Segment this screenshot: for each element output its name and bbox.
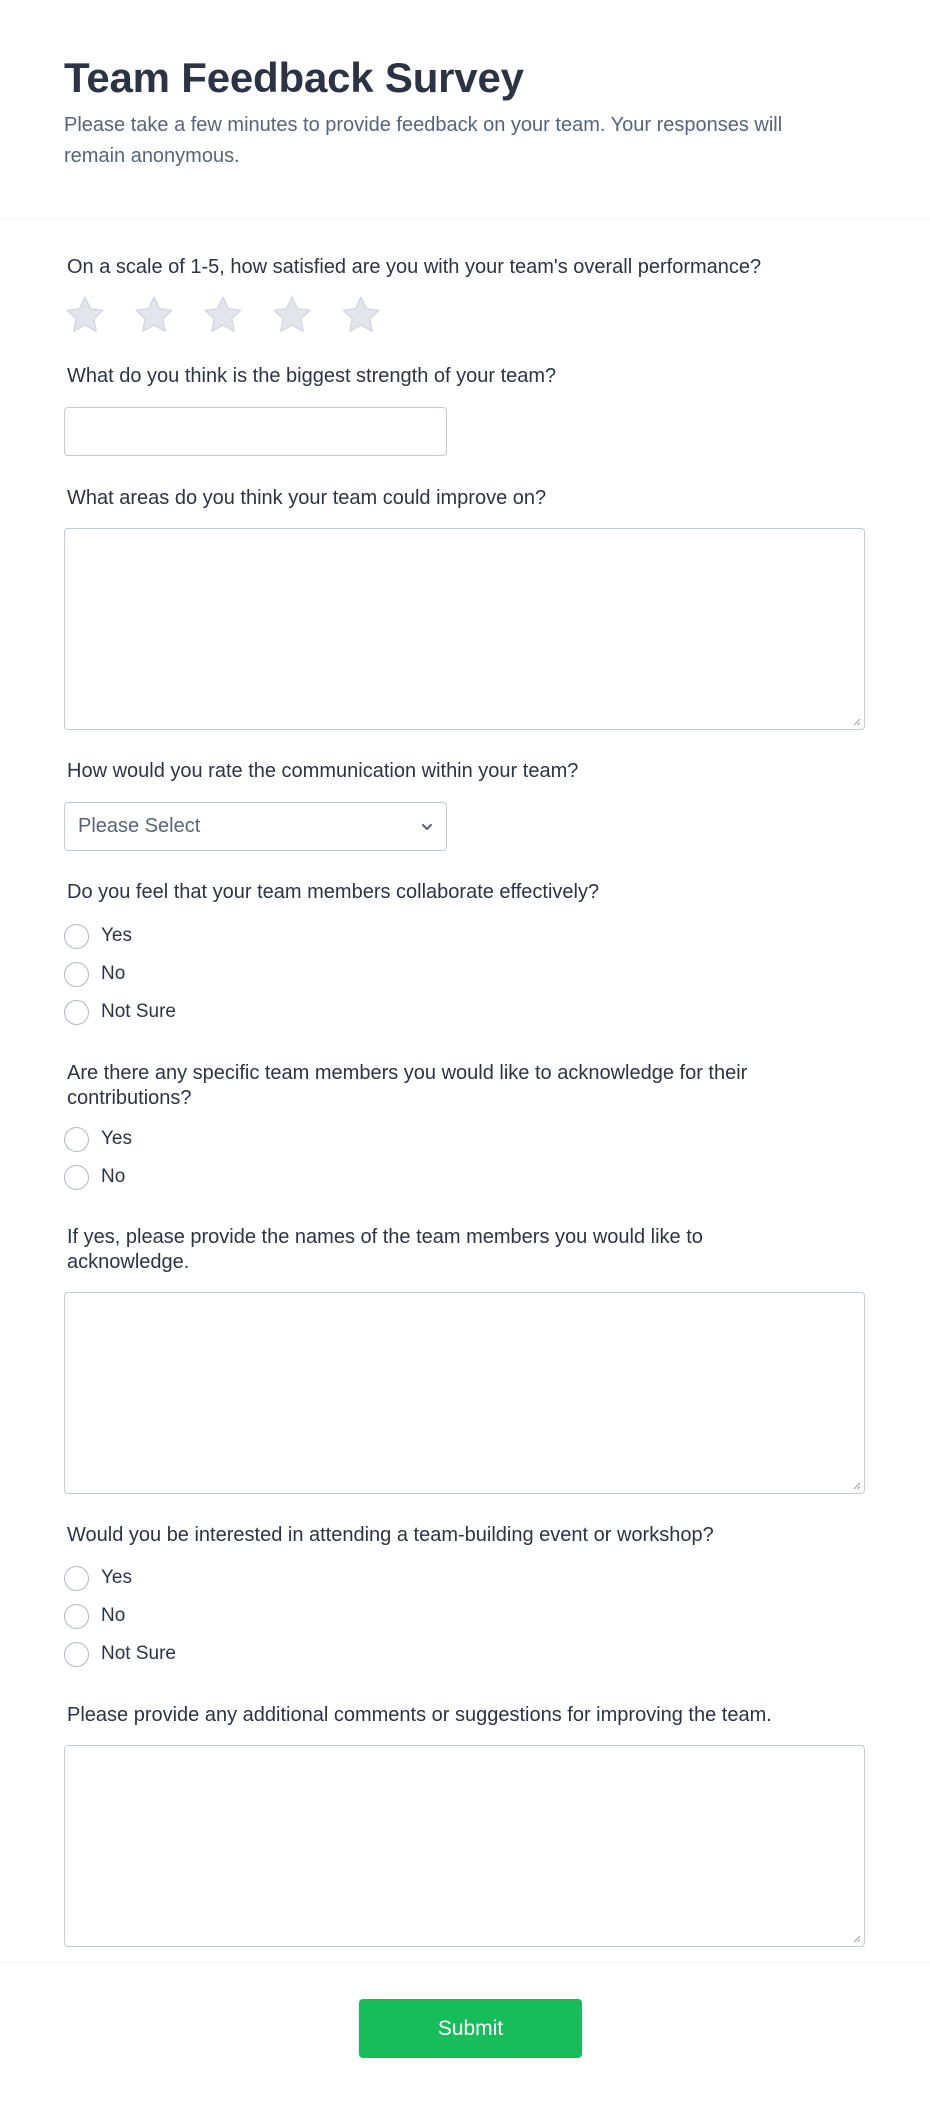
radio-button[interactable] (64, 1127, 89, 1152)
question-label: On a scale of 1-5, how satisfied are you with your team's overall performance? (67, 256, 762, 278)
star-icon[interactable] (64, 294, 106, 336)
resize-grip-icon[interactable] (852, 717, 861, 726)
radio-label: No (101, 1605, 126, 1626)
radio-label: Yes (101, 925, 132, 946)
star-icon[interactable] (340, 294, 382, 336)
acknowledge-options (64, 1120, 132, 1196)
radio-option-yes[interactable] (64, 1559, 176, 1597)
radio-label: Yes (101, 1567, 132, 1588)
names-question (64, 1225, 824, 1275)
resize-grip-icon[interactable] (852, 1934, 861, 1943)
radio-button[interactable] (64, 962, 89, 987)
question-label: What areas do you think your team could improve on? (67, 487, 547, 509)
event-question (64, 1523, 714, 1548)
communication-question (64, 759, 578, 784)
radio-option-yes[interactable] (64, 917, 176, 955)
radio-button[interactable] (64, 1604, 89, 1629)
form-footer (0, 1962, 930, 2109)
radio-button[interactable] (64, 1642, 89, 1667)
radio-option-no[interactable] (64, 1597, 176, 1635)
radio-label: No (101, 963, 126, 984)
improve-question (64, 486, 546, 511)
radio-button[interactable] (64, 1165, 89, 1190)
question-label: Would you be interested in attending a team-building event or workshop? (67, 1524, 714, 1546)
select-value: Please Select (78, 815, 201, 837)
radio-option-not-sure[interactable] (64, 993, 176, 1031)
question-label: Are there any specific team members you would like to acknowledge for their contributions? (67, 1062, 748, 1109)
collaborate-options (64, 917, 176, 1031)
submit-button[interactable]: Submit (359, 1999, 582, 2058)
question-label: What do you think is the biggest strength of your team? (67, 365, 557, 387)
question-label: If yes, please provide the names of the team members you would like to acknowledge. (67, 1226, 703, 1273)
communication-select[interactable] (64, 802, 447, 851)
resize-grip-icon[interactable] (852, 1481, 861, 1490)
satisfaction-question (64, 255, 761, 336)
strength-question (64, 364, 556, 389)
page-subtitle: Please take a few minutes to provide feedback on your team. Your responses will remain anonymous. (64, 114, 783, 167)
improve-textarea[interactable] (64, 528, 865, 730)
acknowledge-question (64, 1061, 824, 1111)
radio-button[interactable] (64, 1566, 89, 1591)
star-rating[interactable] (64, 294, 761, 336)
star-icon[interactable] (271, 294, 313, 336)
radio-button[interactable] (64, 1000, 89, 1025)
comments-textarea[interactable] (64, 1745, 865, 1947)
radio-option-yes[interactable] (64, 1120, 132, 1158)
radio-label: Not Sure (101, 1643, 176, 1664)
radio-label: Yes (101, 1128, 132, 1149)
radio-option-no[interactable] (64, 1158, 132, 1196)
radio-option-not-sure[interactable] (64, 1635, 176, 1673)
names-textarea[interactable] (64, 1292, 865, 1494)
comments-question (64, 1703, 772, 1728)
chevron-down-icon (420, 820, 434, 834)
collaborate-question (64, 880, 599, 905)
question-label: Please provide any additional comments or suggestions for improving the team. (67, 1704, 772, 1726)
radio-label: Not Sure (101, 1001, 176, 1022)
star-icon[interactable] (133, 294, 175, 336)
radio-button[interactable] (64, 924, 89, 949)
event-options (64, 1559, 176, 1673)
radio-option-no[interactable] (64, 955, 176, 993)
star-icon[interactable] (202, 294, 244, 336)
question-label: How would you rate the communication within your team? (67, 760, 579, 782)
form-header (0, 0, 930, 220)
page-title: Team Feedback Survey (64, 54, 524, 101)
question-label: Do you feel that your team members collaborate effectively? (67, 881, 600, 903)
strength-input[interactable] (64, 407, 447, 456)
radio-label: No (101, 1166, 126, 1187)
